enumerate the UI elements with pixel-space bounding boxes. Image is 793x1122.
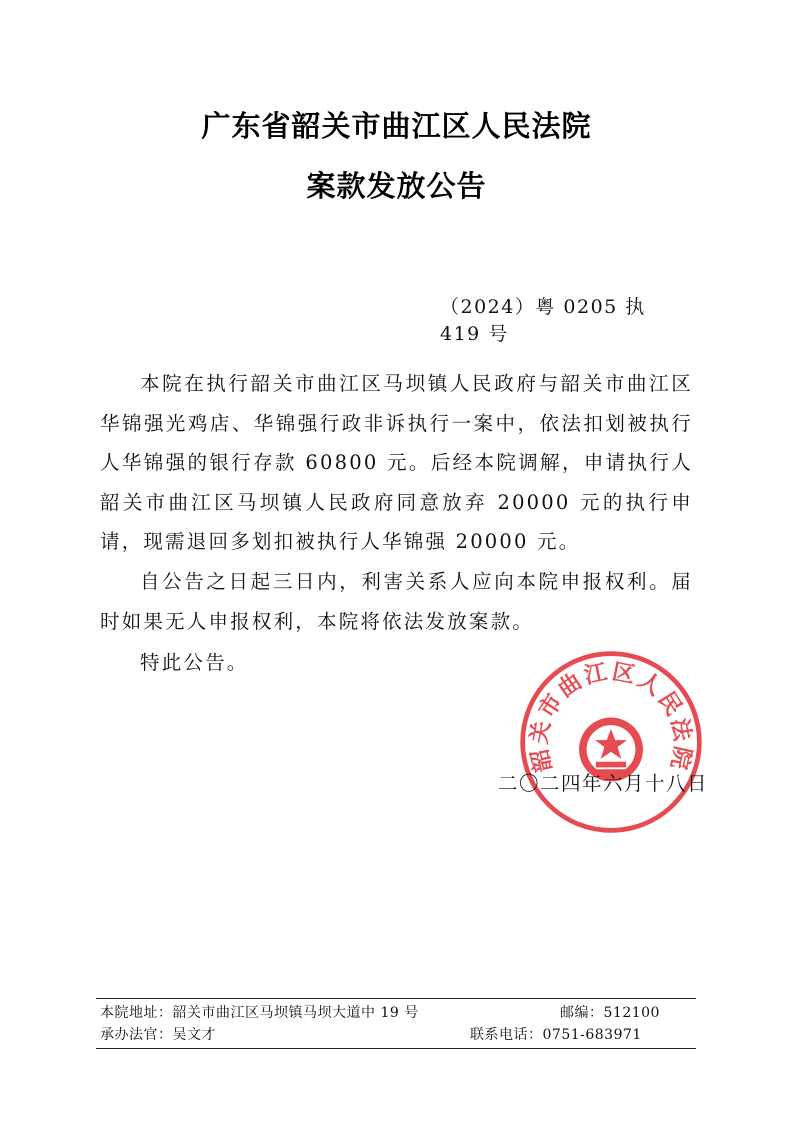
body-paragraph-1 xyxy=(100,364,693,562)
judge-value: 吴文才 xyxy=(172,1027,216,1043)
address-value: 韶关市曲江区马坝镇马坝大道中 19 号 xyxy=(172,1005,419,1021)
document-title: 案款发放公告 xyxy=(306,169,487,203)
judge-label: 承办法官： xyxy=(100,1027,173,1043)
address-label: 本院地址： xyxy=(100,1005,173,1021)
paragraph-text: 本院在执行韶关市曲江区马坝镇人民政府与韶关市曲江区华锦强光鸡店、华锦强行政非诉执行一案中，依法扣划被执行人华锦强的银行存款 60800 元。后经本院调解，申请执行人韶关市曲江区马坝镇人民政府同意放弃 20000 元的执行申请，现需退回多划扣被执行人华锦强 20000 元。 xyxy=(100,372,693,553)
footer-divider-top xyxy=(96,998,696,999)
footer-address xyxy=(100,1002,419,1022)
court-name-title: 广东省韶关市曲江区人民法院 xyxy=(201,109,592,143)
paragraph-text: 特此公告。 xyxy=(140,651,249,674)
phone-value: 0751-683971 xyxy=(542,1027,642,1043)
issue-date: 二〇二四年六月十八日 xyxy=(498,772,709,795)
body-paragraph-2 xyxy=(100,562,693,641)
case-number: （2024）粤 0205 执 419 号 xyxy=(440,296,646,345)
seal-text: 韶关市曲江区人民法院 xyxy=(526,658,696,775)
footer-phone xyxy=(470,1024,642,1044)
footer-judge xyxy=(100,1024,216,1044)
court-seal-stamp xyxy=(517,648,705,836)
paragraph-text: 自公告之日起三日内，利害关系人应向本院申报权利。届时如果无人申报权利，本院将依法发放案款。 xyxy=(100,570,693,633)
postcode-value: 512100 xyxy=(603,1005,660,1021)
phone-label: 联系电话： xyxy=(470,1027,543,1043)
footer-divider-bottom xyxy=(96,1048,696,1049)
footer-postcode xyxy=(560,1002,660,1022)
postcode-label: 邮编： xyxy=(560,1005,604,1021)
